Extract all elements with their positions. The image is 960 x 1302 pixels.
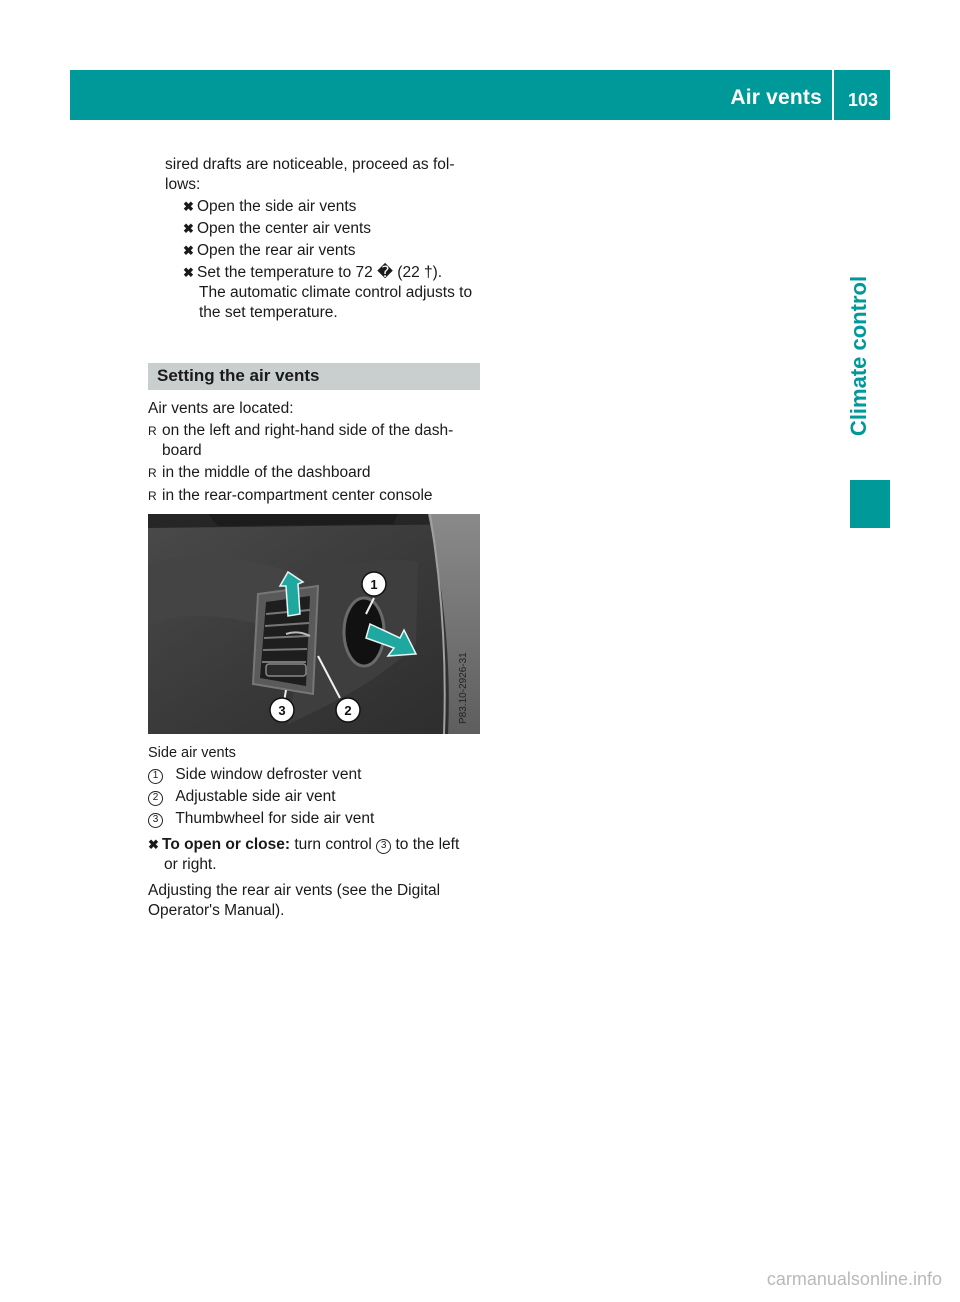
instruction-lead: To open or close: — [162, 836, 291, 853]
intro-line-2: lows: — [165, 176, 201, 193]
list-item-text: on the left and right-hand side of the dash- — [162, 422, 454, 439]
instruction-text-b: to the left — [391, 836, 460, 853]
figure-code: P83.10-2926-31 — [458, 652, 469, 724]
closing-line-1: Adjusting the rear air vents (see the Digital — [148, 882, 441, 899]
header-divider — [832, 70, 834, 120]
bullet-icon: R — [148, 466, 157, 480]
closing-line-2: Operator's Manual). — [148, 902, 285, 919]
callout-2-label: 2 — [344, 703, 352, 718]
section-intro: Air vents are located: — [148, 400, 294, 417]
callout-1-label: 1 — [370, 577, 378, 592]
arrow-marker-icon: ✖ — [183, 243, 194, 258]
callout-3-label: 3 — [278, 703, 286, 718]
instruction-ref: 3 — [376, 839, 391, 854]
legend-item — [148, 786, 336, 808]
section-heading: Setting the air vents — [157, 366, 320, 385]
chapter-tab — [828, 230, 890, 482]
side-air-vent-photo — [148, 514, 480, 734]
arrow-marker-icon: ✖ — [148, 837, 159, 852]
step-1-text: Open the side air vents — [197, 198, 357, 215]
legend-label-1: Side window defroster vent — [175, 766, 362, 783]
list-item-text: in the middle of the dashboard — [162, 464, 371, 481]
instruction-text-a: turn control — [290, 836, 377, 853]
chapter-tab-label: Climate control — [846, 275, 872, 437]
arrow-marker-icon: ✖ — [183, 221, 194, 236]
arrow-marker-icon: ✖ — [183, 265, 194, 280]
bullet-icon: R — [148, 489, 157, 503]
step-2-text: Open the center air vents — [197, 220, 372, 237]
page-title: Air vents — [730, 86, 822, 109]
legend-item — [148, 764, 361, 786]
bullet-icon: R — [148, 424, 157, 438]
page-number: 103 — [847, 90, 879, 110]
step-2 — [183, 218, 371, 240]
step-3 — [183, 240, 356, 262]
legend-number-1: 1 — [148, 769, 163, 784]
step-4 — [183, 262, 442, 284]
chapter-tab-block — [850, 480, 890, 528]
step-4-result-2: the set temperature. — [199, 304, 338, 321]
instruction-continued: or right. — [164, 856, 217, 873]
legend-label-2: Adjustable side air vent — [175, 788, 336, 805]
step-1 — [183, 196, 356, 218]
step-4-text-b: (22 †). — [397, 264, 443, 281]
arrow-marker-icon: ✖ — [183, 199, 194, 214]
legend-number-2: 2 — [148, 791, 163, 806]
watermark: carmanualsonline.info — [766, 1269, 942, 1289]
list-item — [148, 462, 371, 484]
step-4-text-a: Set the temperature to 72 � — [197, 264, 393, 281]
intro-line-1: sired drafts are noticeable, proceed as fol- — [165, 156, 455, 173]
legend-label-3: Thumbwheel for side air vent — [175, 810, 375, 827]
legend-number-3: 3 — [148, 813, 163, 828]
list-item — [148, 485, 433, 507]
list-item — [148, 420, 453, 442]
list-item-text: in the rear-compartment center console — [162, 487, 433, 504]
step-3-text: Open the rear air vents — [197, 242, 356, 259]
list-item-continued: board — [162, 442, 202, 459]
step-4-result-1: The automatic climate control adjusts to — [199, 284, 473, 301]
legend-item — [148, 808, 374, 830]
figure-caption: Side air vents — [148, 745, 236, 761]
instruction — [148, 834, 459, 856]
